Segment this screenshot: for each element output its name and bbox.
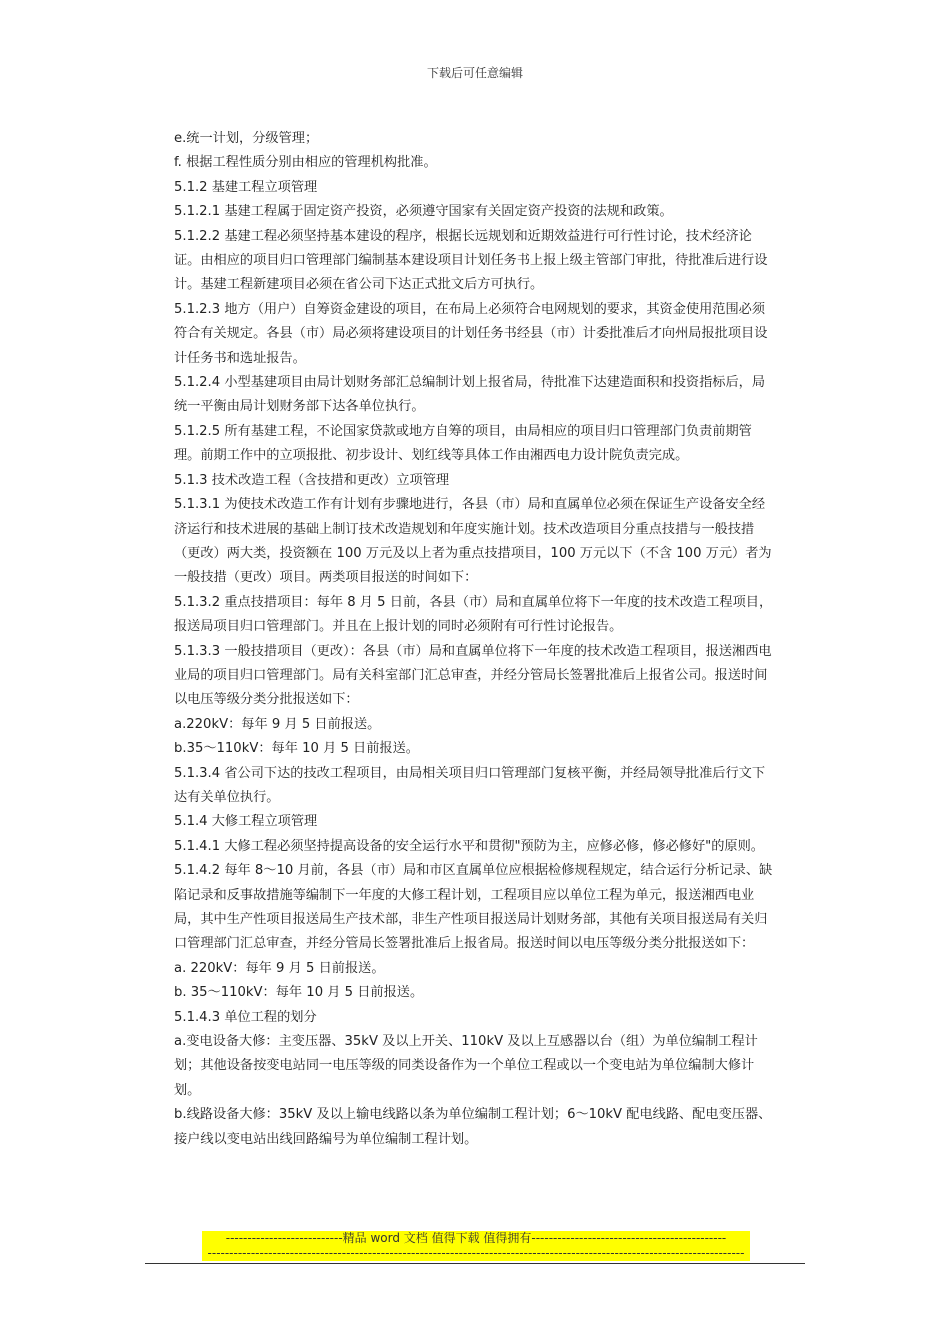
paragraph: 5.1.3 技术改造工程（含技措和更改）立项管理 (174, 472, 450, 488)
paragraph: b.35～110kV：每年 10 月 5 日前报送。 (174, 741, 419, 757)
paragraph: e.统一计划，分级管理； (174, 131, 319, 146)
paragraph: 5.1.3.2 重点技措项目：每年 8 月 5 日前，各县（市）局和直属单位将下一年度的技术改造工程项目，报送局项目归口管理部门。并且在上报计划的同时必须附有可行性讨论报告。 (174, 594, 773, 635)
footer-banner-line-1: ---------------------------精品 word 文档 值得下载 值得拥有--------------------------------------------- (225, 1231, 727, 1245)
footer-banner-line-2: ---------------------------------------------------------------------------------------------------------------------------- (207, 1246, 745, 1260)
paragraph: a. 220kV：每年 9 月 5 日前报送。 (174, 960, 385, 976)
paragraph: 5.1.2.4 小型基建项目由局计划财务部汇总编制计划上报省局，待批准下达建造面积和投资指标后，局统一平衡由局计划财务部下达各单位执行。 (174, 375, 766, 415)
document-body (174, 127, 774, 1152)
footer-rule (145, 1263, 805, 1264)
paragraph: 5.1.4 大修工程立项管理 (174, 814, 318, 830)
paragraph: 5.1.2.3 地方（用户）自筹资金建设的项目，在布局上必须符合电网规划的要求，其资金使用范围必须符合有关规定。各县（市）局必须将建设项目的计划任务书经县（市）计委批准后才向州局报批项目设计任务书和选址报告。 (174, 301, 768, 366)
paragraph: a.220kV：每年 9 月 5 日前报送。 (174, 716, 381, 732)
paragraph: 5.1.3.1 为使技术改造工作有计划有步骤地进行，各县（市）局和直属单位必须在保证生产设备安全经济运行和技术进展的基础上制订技术改造规划和年度实施计划。技术改造项目分重点技措与一般技措（更改）两大类，投资额在 100 万元及以上者为重点技措项目，100 万元以下（不含 100 万元）者为一般技措（更改）项目。两类项目报送的时间如下： (174, 497, 772, 586)
paragraph: f. 根据工程性质分别由相应的管理机构批准。 (174, 155, 437, 171)
paragraph: 5.1.2 基建工程立项管理 (174, 179, 318, 195)
paragraph: 5.1.2.2 基建工程必须坚持基本建设的程序，根据长远规划和近期效益进行可行性讨论，技术经济论证。由相应的项目归口管理部门编制基本建设项目计划任务书上报上级主管部门审批，待批准后进行设计。基建工程新建项目必须在省公司下达正式批文后方可执行。 (174, 228, 768, 293)
paragraph: 5.1.4.3 单位工程的划分 (174, 1009, 317, 1025)
paragraph: b.线路设备大修：35kV 及以上输电线路以条为单位编制工程计划；6～10kV 配电线路、配电变压器、接户线以变电站出线回路编号为单位编制工程计划。 (174, 1107, 772, 1147)
paragraph: 5.1.4.2 每年 8～10 月前，各县（市）局和市区直属单位应根据检修规程规定，结合运行分析记录、缺陷记录和反事故措施等编制下一年度的大修工程计划，工程项目应以单位工程为单元，报送湘西电业局，其中生产性项目报送局生产技术部，非生产性项目报送局计划财务部，其他有关项目报送局有关归口管理部门汇总审查，并经分管局长签署批准后上报省局。报送时间以电压等级分类分批报送如下： (174, 863, 773, 952)
paragraph: a.变电设备大修：主变压器、35kV 及以上开关、110kV 及以上互感器以台（组）为单位编制工程计划；其他设备按变电站同一电压等级的同类设备作为一个单位工程或以一个变电站为单位编制大修计划。 (174, 1034, 758, 1098)
paragraph: 5.1.2.1 基建工程属于固定资产投资，必须遵守国家有关固定资产投资的法规和政策。 (174, 204, 673, 220)
paragraph: 5.1.3.4 省公司下达的技改工程项目，由局相关项目归口管理部门复核平衡，并经局领导批准后行文下达有关单位执行。 (174, 765, 766, 805)
paragraph: b. 35～110kV：每年 10 月 5 日前报送。 (174, 985, 424, 1001)
page-header: 下载后可任意编辑 (426, 66, 523, 80)
footer-banner (202, 1231, 750, 1261)
paragraph: 5.1.2.5 所有基建工程，不论国家贷款或地方自筹的项目，由局相应的项目归口管理部门负责前期管理。前期工作中的立项报批、初步设计、划红线等具体工作由湘西电力设计院负责完成。 (174, 423, 752, 464)
paragraph: 5.1.3.3 一般技措项目（更改）：各县（市）局和直属单位将下一年度的技术改造工程项目，报送湘西电业局的项目归口管理部门。局有关科室部门汇总审查，并经分管局长签署批准后上报省公司。报送时间以电压等级分类分批报送如下： (174, 643, 772, 708)
paragraph: 5.1.4.1 大修工程必须坚持提高设备的安全运行水平和贯彻"预防为主，应修必修，修必修好"的原则。 (174, 838, 764, 854)
